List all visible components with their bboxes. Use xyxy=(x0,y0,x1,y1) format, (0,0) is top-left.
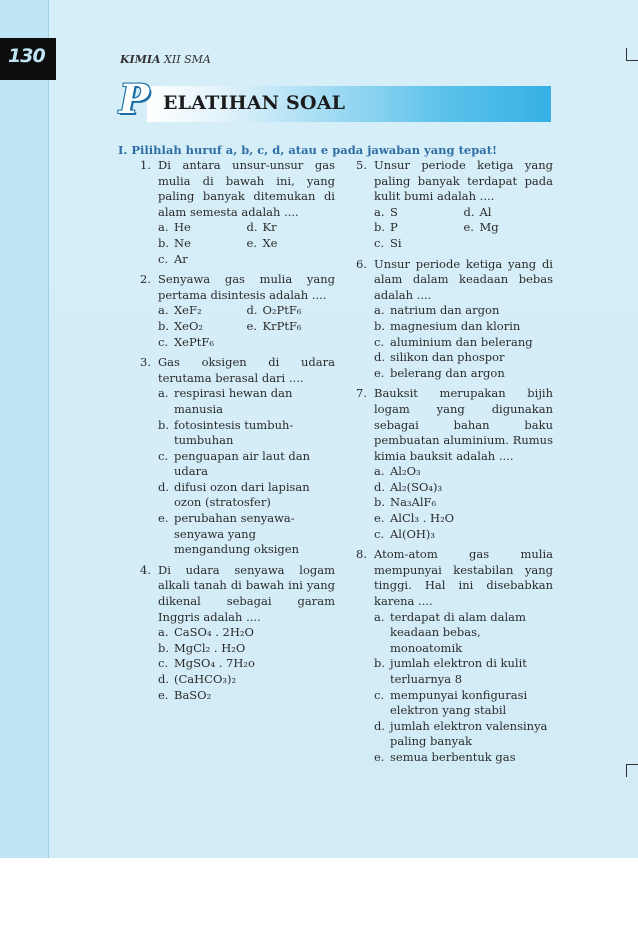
option-row xyxy=(158,418,335,449)
option-letter: d. xyxy=(463,204,475,219)
option-text: difusi ozon dari lapisan ozon (stratosfer) xyxy=(174,479,310,510)
option-row xyxy=(374,688,553,719)
option-letter: b. xyxy=(158,417,170,432)
option-letter: a. xyxy=(158,386,169,401)
option-letter: e. xyxy=(246,235,257,250)
question-item xyxy=(140,355,335,558)
option-letter: c. xyxy=(158,251,169,266)
option-text: fotosintesis tumbuh-tumbuhan xyxy=(174,417,294,448)
answer-options xyxy=(158,625,335,703)
option-text: P xyxy=(390,220,398,235)
question-item xyxy=(356,257,553,382)
running-header xyxy=(120,53,211,66)
option-row xyxy=(158,252,335,268)
option-text: jumlah elektron valensinya paling banyak xyxy=(390,718,548,749)
option-letter: d. xyxy=(374,479,386,494)
option-letter: b. xyxy=(374,318,386,333)
option-text: Al₂(SO₄)₃ xyxy=(390,479,443,494)
option-text: Na₃AlF₆ xyxy=(390,495,437,510)
option-letter: a. xyxy=(374,609,385,624)
answer-option xyxy=(247,319,336,335)
option-text: AlCl₃ . H₂O xyxy=(390,511,455,526)
option-text: Ar xyxy=(174,251,188,266)
question-number: 3. xyxy=(140,355,151,370)
answer-option xyxy=(158,220,247,236)
answer-option xyxy=(374,335,553,351)
option-letter: b. xyxy=(158,235,170,250)
option-letter: e. xyxy=(374,749,385,764)
answer-option xyxy=(374,205,464,221)
answer-option xyxy=(374,688,553,719)
option-text: MgCl₂ . H₂O xyxy=(174,640,246,655)
option-letter: d. xyxy=(374,350,386,365)
option-row xyxy=(158,656,335,672)
option-letter: b. xyxy=(374,656,386,671)
option-row xyxy=(374,527,553,543)
margin-divider xyxy=(48,0,49,858)
option-row xyxy=(374,303,553,319)
option-text: MgSO₄ . 7H₂o xyxy=(174,656,255,671)
option-text: belerang dan argon xyxy=(390,365,505,380)
option-text: Mg xyxy=(479,220,499,235)
answer-options xyxy=(158,386,335,558)
answer-option xyxy=(464,205,554,221)
question-stem: Di udara senyawa logam alkali tanah di bawah ini yang dikenal sebagai garam Inggris adalah .... xyxy=(158,562,335,624)
option-letter: e. xyxy=(463,220,474,235)
answer-option xyxy=(158,656,335,672)
option-row xyxy=(374,719,553,750)
option-row xyxy=(158,688,335,704)
option-letter: e. xyxy=(158,511,169,526)
answer-option xyxy=(158,672,335,688)
question-item xyxy=(356,547,553,765)
question-number: 4. xyxy=(140,562,151,577)
answer-options xyxy=(374,303,553,381)
option-text: Kr xyxy=(262,220,277,235)
instruction: I. Pilihlah huruf a, b, c, d, atau e pada jawaban yang tepat! xyxy=(118,143,498,157)
option-row xyxy=(158,220,335,236)
option-text: O₂PtF₆ xyxy=(262,303,302,318)
option-row xyxy=(158,480,335,511)
option-row xyxy=(158,335,335,351)
answer-option xyxy=(374,303,553,319)
option-letter: e. xyxy=(158,687,169,702)
question-number: 8. xyxy=(356,547,367,562)
option-row xyxy=(374,656,553,687)
bottom-white-area xyxy=(0,858,638,948)
option-text: Xe xyxy=(262,235,278,250)
section-title-initial: P xyxy=(119,76,150,123)
question-number: 5. xyxy=(356,158,367,172)
question-item xyxy=(356,158,553,252)
answer-option xyxy=(158,335,254,351)
answer-option xyxy=(158,449,335,480)
option-letter: b. xyxy=(374,495,386,510)
question-number: 7. xyxy=(356,386,367,401)
option-text: He xyxy=(174,220,191,235)
answer-option xyxy=(374,236,470,252)
option-text: BaSO₂ xyxy=(174,687,212,702)
book-title-rest: XII SMA xyxy=(160,53,211,66)
option-text: semua berbentuk gas xyxy=(390,749,516,764)
answer-option xyxy=(158,511,335,558)
answer-options xyxy=(374,464,553,542)
crop-mark-top xyxy=(626,48,638,61)
question-number: 2. xyxy=(140,272,151,287)
option-row xyxy=(374,205,553,221)
option-row xyxy=(158,449,335,480)
question-item xyxy=(140,272,335,350)
question-stem: Atom-atom gas mulia mempunyai kestabilan yang tinggi. Hal ini disebabkan karena .... xyxy=(374,547,553,609)
option-row xyxy=(374,495,553,511)
option-letter: c. xyxy=(158,334,169,349)
option-letter: a. xyxy=(374,204,385,219)
option-letter: a. xyxy=(158,303,169,318)
option-row xyxy=(374,350,553,366)
option-row xyxy=(374,464,553,480)
option-text: KrPtF₆ xyxy=(262,318,302,333)
answer-option xyxy=(158,252,254,268)
question-stem: Unsur periode ketiga yang paling banyak terdapat pada kulit bumi adalah .... xyxy=(374,158,553,204)
answer-option xyxy=(247,236,336,252)
answer-option xyxy=(374,656,553,687)
option-letter: a. xyxy=(374,303,385,318)
question-number: 6. xyxy=(356,256,367,271)
option-text: natrium dan argon xyxy=(390,303,500,318)
answer-option xyxy=(158,418,335,449)
option-text: penguapan air laut dan udara xyxy=(174,448,311,479)
answer-option xyxy=(374,511,553,527)
answer-option xyxy=(247,220,336,236)
option-text: XeF₂ xyxy=(174,303,202,318)
answer-option xyxy=(158,303,247,319)
answer-option xyxy=(158,688,335,704)
crop-mark-bottom xyxy=(626,764,638,777)
answer-option xyxy=(374,527,553,543)
left-margin-band xyxy=(0,0,48,858)
answer-option xyxy=(374,750,553,766)
option-letter: d. xyxy=(158,672,170,686)
option-letter: d. xyxy=(374,718,386,733)
option-text: Al xyxy=(479,204,492,219)
answer-option xyxy=(374,319,553,335)
option-row xyxy=(158,386,335,417)
option-letter: c. xyxy=(158,448,169,463)
question-number: 1. xyxy=(140,158,151,172)
option-letter: d. xyxy=(246,303,258,318)
book-title-bold: KIMIA xyxy=(120,53,161,66)
option-text: perubahan senyawa-senyawa yang mengandung oksigen xyxy=(174,511,299,557)
option-row xyxy=(158,625,335,641)
answer-option xyxy=(247,303,336,319)
answer-option xyxy=(374,610,553,657)
answer-option xyxy=(158,625,335,641)
option-text: Si xyxy=(390,235,402,250)
option-row xyxy=(374,511,553,527)
option-text: XeO₂ xyxy=(174,318,204,333)
option-row xyxy=(374,335,553,351)
option-text: CaSO₄ . 2H₂O xyxy=(174,625,254,640)
option-letter: e. xyxy=(374,365,385,380)
answer-options xyxy=(158,303,335,350)
option-letter: a. xyxy=(158,220,169,235)
option-letter: c. xyxy=(374,334,385,349)
option-row xyxy=(158,303,335,319)
option-text: S xyxy=(390,204,398,219)
option-text: terdapat di alam dalam keadaan bebas, monoatomik xyxy=(390,609,526,655)
option-text: respirasi hewan dan manusia xyxy=(174,386,293,416)
question-item xyxy=(140,158,335,267)
option-letter: b. xyxy=(158,640,170,655)
option-letter: d. xyxy=(158,479,170,494)
answer-options xyxy=(158,220,335,267)
option-letter: d. xyxy=(246,220,258,235)
option-text: silikon dan phospor xyxy=(390,350,505,365)
option-letter: b. xyxy=(158,318,170,333)
answer-options xyxy=(374,205,553,252)
option-letter: c. xyxy=(374,687,385,702)
option-row xyxy=(374,366,553,382)
question-stem: Gas oksigen di udara terutama berasal dari .... xyxy=(158,355,335,385)
section-title: ELATIHAN SOAL xyxy=(163,92,346,114)
option-row xyxy=(374,750,553,766)
option-letter: a. xyxy=(374,464,385,479)
option-row xyxy=(158,319,335,335)
option-letter: c. xyxy=(374,235,385,250)
question-stem: Bauksit merupakan bijih logam yang digunakan sebagai bahan baku pembuatan aluminium. Rumus kimia bauksit adalah .... xyxy=(374,386,553,463)
answer-option xyxy=(158,641,335,657)
option-text: Ne xyxy=(174,235,191,250)
question-column-left xyxy=(140,158,335,708)
question-item xyxy=(140,563,335,703)
option-text: (CaHCO₃)₂ xyxy=(174,672,237,686)
option-text: mempunyai konfigurasi elektron yang stabil xyxy=(390,687,528,718)
answer-option xyxy=(374,495,553,511)
option-letter: e. xyxy=(246,318,257,333)
answer-option xyxy=(374,350,553,366)
answer-option xyxy=(158,480,335,511)
option-text: jumlah elektron di kulit terluarnya 8 xyxy=(390,656,527,686)
option-row xyxy=(158,511,335,558)
question-stem: Senyawa gas mulia yang pertama disintesis adalah .... xyxy=(158,272,335,302)
answer-option xyxy=(464,220,554,236)
answer-option xyxy=(374,464,553,480)
option-letter: a. xyxy=(158,625,169,640)
option-text: Al(OH)₃ xyxy=(390,526,436,541)
page-number: 130 xyxy=(8,45,45,67)
option-row xyxy=(374,220,553,236)
answer-options xyxy=(374,610,553,766)
option-row xyxy=(374,236,553,252)
answer-option xyxy=(158,386,335,417)
option-text: XePtF₆ xyxy=(174,334,214,349)
option-row xyxy=(374,610,553,657)
answer-option xyxy=(374,719,553,750)
answer-option xyxy=(158,236,247,252)
option-letter: c. xyxy=(158,656,169,671)
option-text: magnesium dan klorin xyxy=(390,318,521,333)
option-row xyxy=(374,319,553,335)
answer-option xyxy=(374,220,464,236)
option-text: aluminium dan belerang xyxy=(390,334,533,349)
question-stem: Unsur periode ketiga yang di alam dalam keadaan bebas adalah .... xyxy=(374,256,553,302)
option-row xyxy=(158,672,335,688)
option-letter: e. xyxy=(374,511,385,526)
option-text: Al₂O₃ xyxy=(390,464,421,479)
option-row xyxy=(158,236,335,252)
question-stem: Di antara unsur-unsur gas mulia di bawah ini, yang paling banyak ditemukan di alam semesta adalah .... xyxy=(158,158,335,219)
question-column-right xyxy=(356,158,553,771)
option-letter: c. xyxy=(374,526,385,541)
option-row xyxy=(374,480,553,496)
option-row xyxy=(158,641,335,657)
answer-option xyxy=(374,366,553,382)
question-item xyxy=(356,386,553,542)
option-letter: b. xyxy=(374,220,386,235)
answer-option xyxy=(374,480,553,496)
answer-option xyxy=(158,319,247,335)
